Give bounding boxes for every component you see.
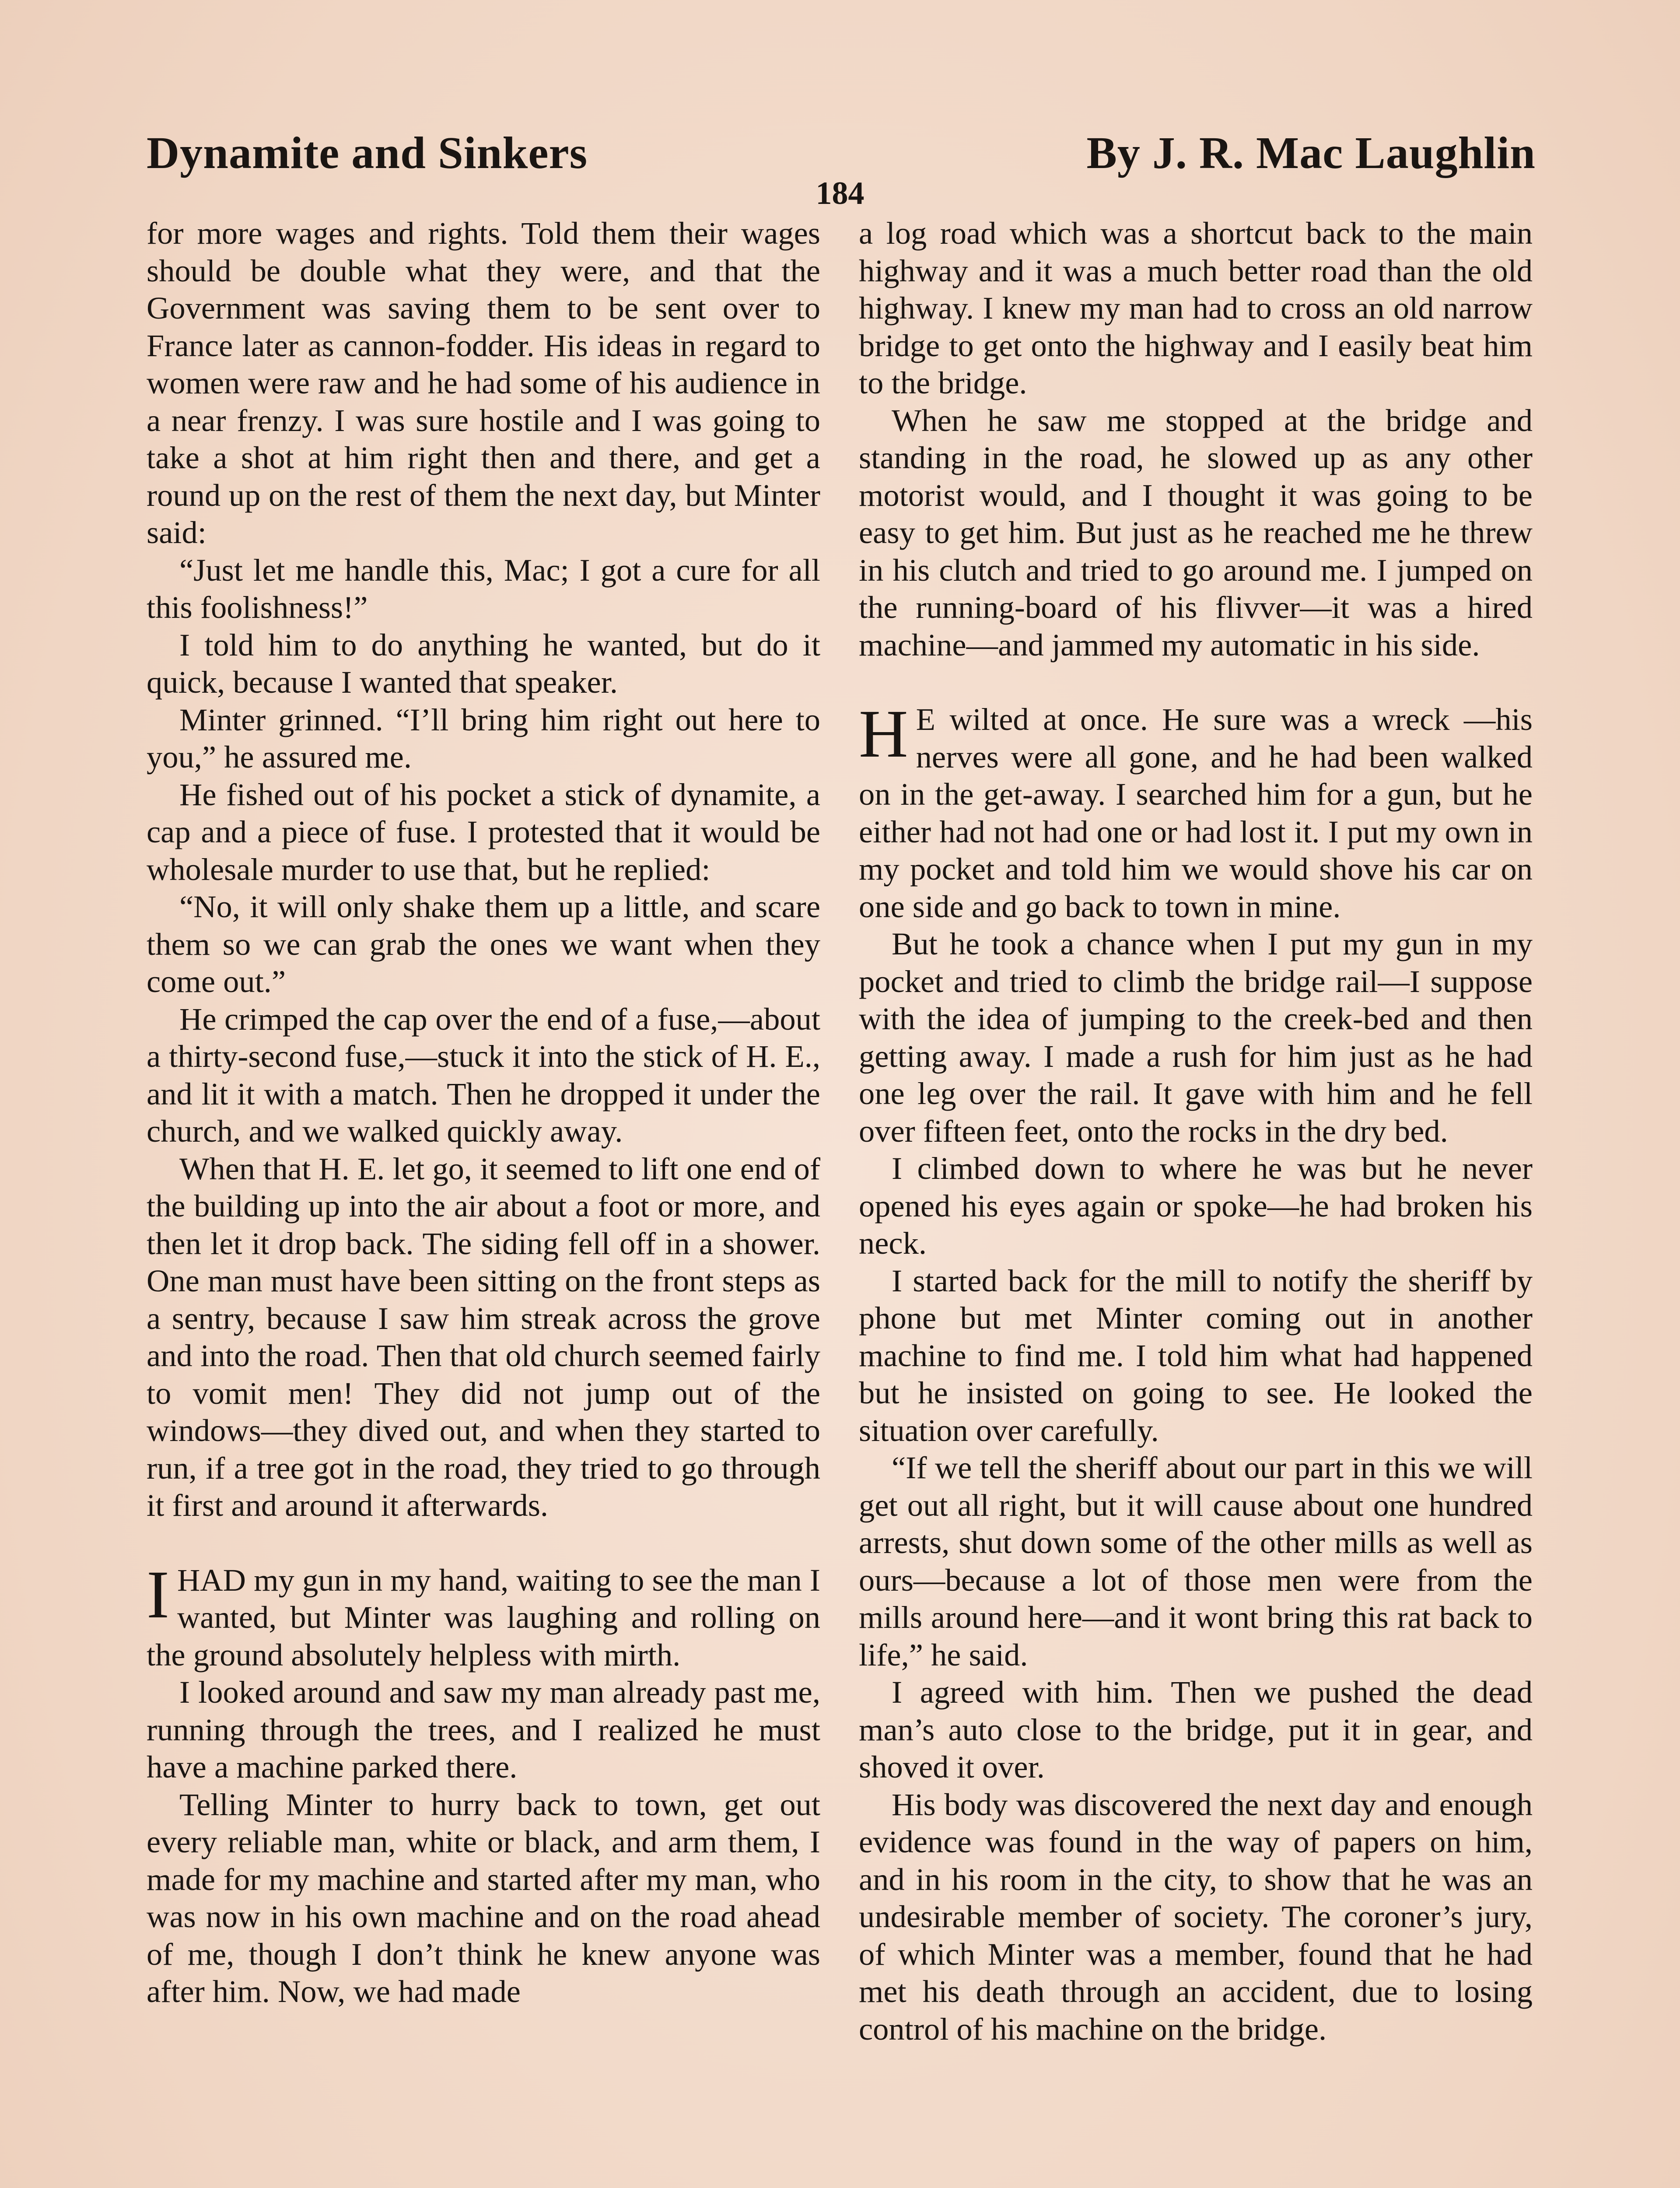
- paragraph-text: E wilted at once. He sure was a wreck —his nerves were all gone, and he had been walked on in the get-away. I searched him for a gun, but he either had not had one or had lost it. I put my own in my pocket and told him we would shove his car on one side and go back to town in mine.: [859, 701, 1533, 924]
- paragraph: But he took a chance when I put my gun in my pocket and tried to climb the bridge rail—I suppose with the idea of jumping to the creek-bed and then getting away. I made a rush for him just as he had one leg over the rail. It gave with him and he fell over fifteen feet, onto the rocks in the dry bed.: [859, 926, 1533, 1149]
- paragraph-text: HAD my gun in my hand, waiting to see the man I wanted, but Minter was laughing and rolling on the ground absolutely helpless with mirth.: [147, 1562, 820, 1673]
- paragraph: Minter grinned. “I’ll bring him right out here to you,” he assured me.: [147, 701, 820, 775]
- right-column: [859, 214, 1533, 2048]
- paragraph: When he saw me stopped at the bridge and standing in the road, he slowed up as any other motorist would, and I thought it was going to be easy to get him. But just as he reached me he threw in his clutch and tried to go around me. I jumped on the running-board of his flivver—it was a hired machine—and jammed my automatic in his side.: [859, 402, 1533, 663]
- paragraph: “If we tell the sheriff about our part in this we will get out all right, but it will cause about one hundred arrests, shut down some of the other mills as well as ours—because a lot of those men were from the mills around here—and it wont bring this rat back to life,” he said.: [859, 1450, 1533, 1673]
- paragraph: for more wages and rights. Told them their wages should be double what they were, and that the Government was saving them to be sent over to France later as cannon-fodder. His ideas in regard to women were raw and he had some of his audience in a near frenzy. I was sure hostile and I was going to take a shot at him right then and there, and get a round up on the rest of them the next day, but Minter said:: [147, 215, 820, 550]
- paragraph: I looked around and saw my man already past me, running through the trees, and I realized he must have a machine parked there.: [147, 1674, 820, 1785]
- drop-cap: H: [859, 696, 908, 771]
- story-title: Dynamite and Sinkers: [147, 128, 588, 178]
- paragraph: He crimped the cap over the end of a fuse,—about a thirty-second fuse,—stuck it into the stick of H. E., and lit it with a match. Then he dropped it under the church, and we walked quickly away.: [147, 1001, 820, 1149]
- paragraph: I started back for the mill to notify the sheriff by phone but met Minter coming out in another machine to find me. I told him what had happened but he insisted on going to see. He looked the situation over carefully.: [859, 1262, 1533, 1448]
- paragraph: Telling Minter to hurry back to town, get out every reliable man, white or black, and arm them, I made for my machine and started after my man, who was now in his own machine and on the road ahead of me, though I don’t think he knew anyone was after him. Now, we had made: [147, 1786, 820, 2009]
- paragraph: I climbed down to where he was but he never opened his eyes again or spoke—he had broken his neck.: [859, 1150, 1533, 1261]
- paragraph: I agreed with him. Then we pushed the dead man’s auto close to the bridge, put it in gear, and shoved it over.: [859, 1674, 1533, 1785]
- section-paragraph: [147, 1556, 820, 1674]
- paragraph: “Just let me handle this, Mac; I got a cure for all this foolishness!”: [147, 552, 820, 625]
- drop-cap: I: [147, 1556, 169, 1632]
- left-column: [147, 214, 820, 2010]
- section-paragraph: [859, 696, 1533, 925]
- paragraph: a log road which was a shortcut back to the main highway and it was a much better road than the old highway. I knew my man had to cross an old narrow bridge to get onto the highway and I easily beat him to the bridge.: [859, 215, 1533, 400]
- paragraph: I told him to do anything he wanted, but do it quick, because I wanted that speaker.: [147, 627, 820, 700]
- paragraph: “No, it will only shake them up a little, and scare them so we can grab the ones we want when they come out.”: [147, 889, 820, 999]
- paragraph: His body was discovered the next day and enough evidence was found in the way of papers on him, and in his room in the city, to show that he was an undesirable member of society. The coroner’s jury, of which Minter was a member, found that he had met his death through an accident, due to losing control of his machine on the bridge.: [859, 1786, 1533, 2047]
- author-byline: By J. R. Mac Laughlin: [1086, 128, 1536, 178]
- page-number: 184: [816, 175, 864, 211]
- paragraph: He fished out of his pocket a stick of dynamite, a cap and a piece of fuse. I protested that it would be wholesale murder to use that, but he replied:: [147, 776, 820, 887]
- paragraph: When that H. E. let go, it seemed to lift one end of the building up into the air about a foot or more, and then let it drop back. The siding fell off in a shower. One man must have been sitting on the front steps as a sentry, because I saw him streak across the grove and into the road. Then that old church seemed fairly to vomit men! They did not jump out of the windows—they dived out, and when they started to run, if a tree got in the road, they tried to go through it first and around it afterwards.: [147, 1150, 820, 1523]
